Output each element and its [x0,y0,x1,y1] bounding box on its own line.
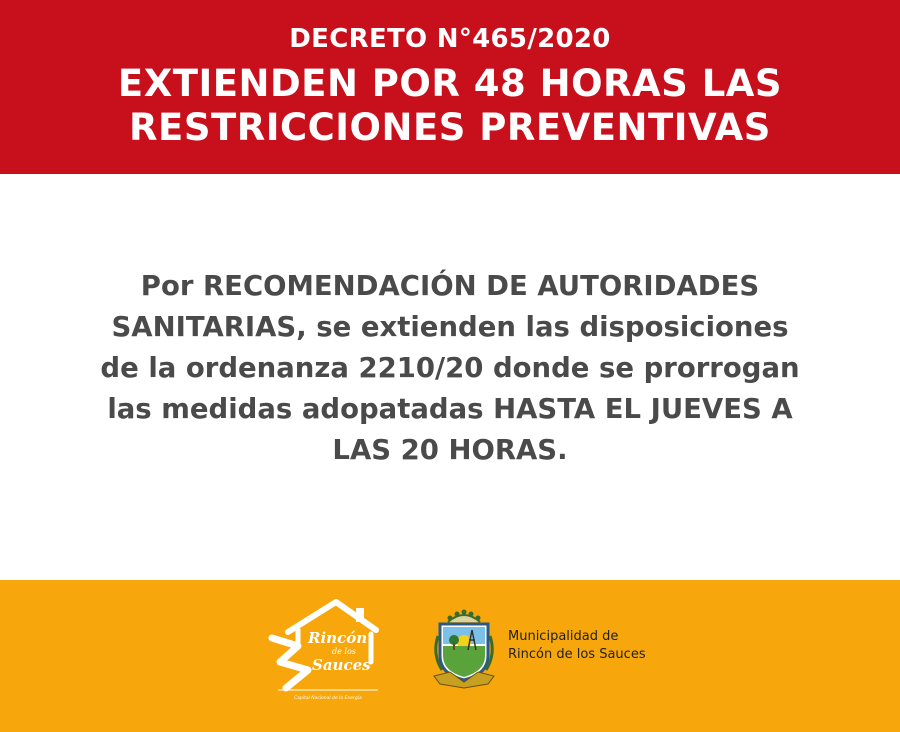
decree-number: DECRETO N°465/2020 [289,24,611,54]
municipality-line-1: Municipalidad de [508,629,619,644]
headline [0,62,900,150]
announcement-body [0,174,900,580]
logo-tagline: Capital Nacional de la Energía [294,696,362,701]
announcement-line-5: LAS 20 HORAS. [332,434,568,466]
announcement-line-3: de la ordenanza 2210/20 donde se prorrogan [100,352,800,384]
footer-banner [0,580,900,732]
logo-text-line3: Sauces [312,656,371,674]
announcement-line-2: SANITARIAS, se extienden las disposiciones [111,311,789,343]
municipal-seal-icon [430,606,498,690]
municipality-line-2: Rincón de los Sauces [508,647,646,662]
header-banner [0,0,900,174]
logo-text-line2: de los [332,647,356,656]
headline-line-1: EXTIENDEN POR 48 HORAS LAS [117,62,783,105]
municipality-name [508,628,646,664]
announcement-line-4: las medidas adopatadas HASTA EL JUEVES A [107,393,793,425]
house-logo-icon [258,598,388,702]
headline-line-2: RESTRICCIONES PREVENTIVAS [129,106,771,149]
logo-text-line1: Rincón [308,629,368,647]
announcement-line-1: Por RECOMENDACIÓN DE AUTORIDADES [140,270,760,302]
announcement-text [50,266,850,471]
